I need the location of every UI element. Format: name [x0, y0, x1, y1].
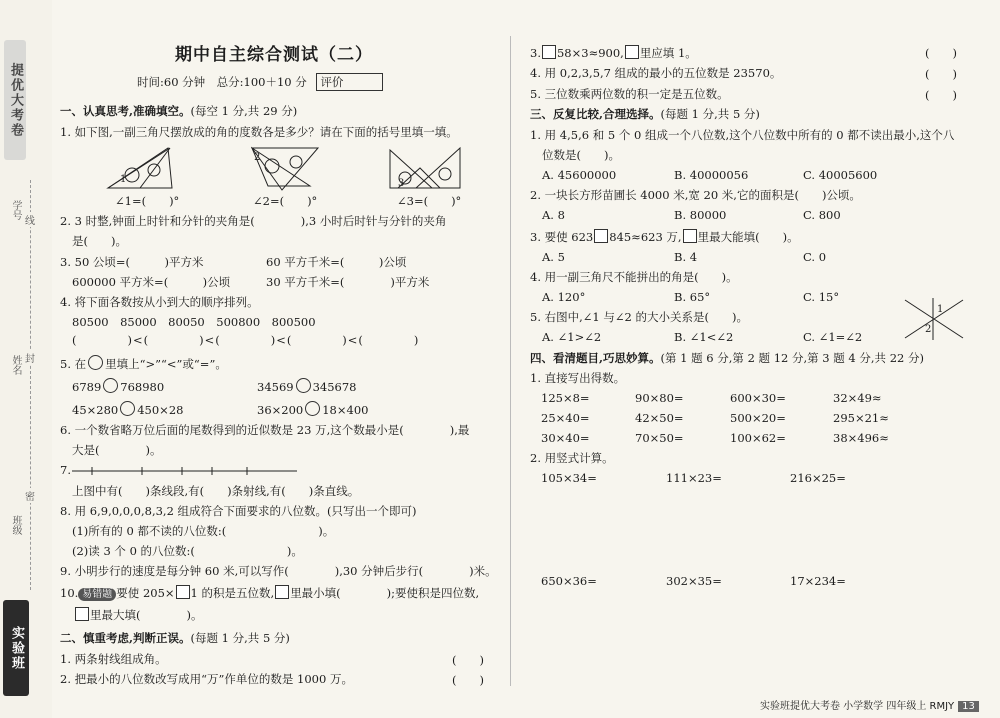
compare-circle[interactable] — [103, 378, 118, 393]
q3-2-text[interactable]: 2. 一块长方形苗圃长 4000 米,宽 20 米,它的面积是( )公顷。 — [530, 188, 861, 202]
section3-title: 三、反复比较,合理选择。 — [530, 107, 661, 121]
q3-2-option-b[interactable]: B. 80000 — [674, 208, 727, 222]
q2-3-answer[interactable]: ( ) — [925, 46, 957, 60]
class-label: 班级 — [10, 515, 21, 535]
q1-4-text: 4. 将下面各数按从小到大的顺序排列。 — [60, 295, 259, 309]
q1-10-part-a: 要使 205× — [116, 586, 175, 600]
q3-5-option-c[interactable]: C. ∠1=∠2 — [803, 330, 863, 344]
vertical-calc-item[interactable]: 650×36= — [541, 574, 597, 588]
set-square-figures — [60, 140, 500, 195]
svg-text:2: 2 — [925, 324, 932, 335]
q2-2-text: 2. 把最小的八位数改写成用“万”作单位的数是 1000 万。 — [60, 672, 353, 686]
q2-3-text — [530, 45, 697, 61]
square-blank[interactable] — [542, 45, 556, 59]
section4-title: 四、看清题目,巧思妙算。 — [530, 351, 661, 365]
figure-angle-1 — [108, 148, 172, 188]
q1-5-b-left: 34569 — [257, 380, 294, 394]
q1-5-pre: 5. 在 — [60, 357, 87, 371]
q3-4-option-b[interactable]: B. 65° — [674, 290, 711, 304]
q3-1-line2[interactable]: 位数是( )。 — [542, 148, 620, 162]
intersecting-lines-figure — [903, 298, 965, 340]
q3-3-part-c[interactable]: 里最大能填( )。 — [697, 230, 799, 244]
error-prone-tag: 易错题 — [78, 588, 116, 601]
q2-3-expr: 58×3≈900, — [556, 46, 624, 60]
q3-4-text[interactable]: 4. 用一副三角尺不能拼出的角是( )。 — [530, 270, 738, 284]
q2-2-answer[interactable]: ( ) — [452, 673, 484, 687]
q2-5-text: 5. 三位数乘两位数的积一定是五位数。 — [530, 87, 729, 101]
q1-9-text[interactable]: 9. 小明步行的速度是每分钟 60 米,可以写作( ),30 分钟后步行( )米。 — [60, 564, 497, 578]
mental-calc-item[interactable]: 42×50= — [635, 411, 684, 425]
binding-strip — [0, 0, 52, 718]
compare-circle[interactable] — [296, 378, 311, 393]
q1-10-part-c[interactable]: 里最小填( );要使积是四位数, — [290, 586, 480, 600]
line-segment-figure — [72, 462, 297, 478]
q1-10-part-d[interactable]: 里最大填( )。 — [90, 608, 203, 622]
q1-6-line1[interactable]: 6. 一个数省略万位后面的尾数得到的近似数是 23 万,这个数最小是( ),最 — [60, 423, 470, 437]
mental-calc-item[interactable]: 90×80= — [635, 391, 684, 405]
mental-calc-item[interactable]: 600×30= — [730, 391, 786, 405]
q1-2-line2[interactable]: 是( )。 — [72, 234, 127, 248]
q3-5-text[interactable]: 5. 右图中,∠1 与∠2 的大小关系是( )。 — [530, 310, 748, 324]
q1-2-line1[interactable]: 2. 3 时整,钟面上时针和分针的夹角是( ),3 小时后时针与分针的夹角 — [60, 214, 447, 228]
q2-4-text: 4. 用 0,2,3,5,7 组成的最小的五位数是 23570。 — [530, 66, 782, 80]
compare-circle[interactable] — [305, 401, 320, 416]
evaluation-box[interactable] — [316, 73, 383, 91]
q1-1-answer-a[interactable]: ∠1=( )° — [115, 194, 180, 208]
q3-1-line1: 1. 用 4,5,6 和 5 个 0 组成一个八位数,这个八位数中所有的 0 都不读出最小,这个八 — [530, 128, 955, 142]
cut-line — [30, 180, 31, 590]
q3-5-option-a[interactable]: A. ∠1>∠2 — [542, 330, 602, 344]
q1-5-d — [257, 401, 368, 418]
q1-7-number: 7. — [60, 463, 71, 477]
section2-title: 二、慎重考虑,判断正误。 — [60, 631, 191, 645]
q3-4-option-a[interactable]: A. 120° — [542, 290, 586, 304]
q1-4-blanks[interactable]: ( )<( )<( )<( )<( ) — [72, 333, 420, 347]
square-blank-icon — [683, 229, 697, 243]
mental-calc-item[interactable]: 30×40= — [541, 431, 590, 445]
q1-10-line2 — [74, 607, 202, 623]
column-divider — [510, 36, 511, 686]
mental-calc-item[interactable]: 100×62= — [730, 431, 786, 445]
q3-3-text — [530, 229, 799, 245]
q3-4-option-c[interactable]: C. 15° — [803, 290, 840, 304]
evaluation-blank[interactable] — [343, 75, 379, 88]
section1-heading — [60, 104, 297, 119]
q1-5-a-left: 6789 — [72, 380, 102, 394]
class-badge: 实验班 — [3, 600, 29, 696]
page-number: 13 — [958, 701, 979, 712]
q2-3-tail: 里应填 1。 — [639, 46, 697, 60]
q1-10-line1 — [60, 585, 479, 601]
page-title: 期中自主综合测试（二） — [175, 45, 373, 65]
q1-8-text: 8. 用 6,9,0,0,0,8,3,2 组成符合下面要求的八位数。(只写出一个即可) — [60, 504, 417, 518]
q2-4-answer[interactable]: ( ) — [925, 67, 957, 81]
square-blank-icon — [75, 607, 89, 621]
mental-calc-item[interactable]: 295×21≈ — [833, 411, 889, 425]
evaluation-label: 评价 — [320, 75, 344, 89]
mental-calc-item[interactable]: 70×50= — [635, 431, 684, 445]
mental-calc-item[interactable]: 32×49≈ — [833, 391, 882, 405]
mental-calc-item[interactable]: 125×8= — [541, 391, 590, 405]
section2-heading — [60, 631, 290, 646]
footer-text: 实验班提优大考卷 小学数学 四年级上 RMJY — [760, 701, 955, 712]
q3-3-part-a: 3. 要使 623 — [530, 230, 594, 244]
q1-1-answer-c[interactable]: ∠3=( )° — [397, 194, 462, 208]
q3-3-option-a[interactable]: A. 5 — [542, 250, 565, 264]
q1-10-number: 10. — [60, 586, 79, 600]
section1-title: 一、认真思考,准确填空。 — [60, 104, 191, 118]
q4-1-text: 1. 直接写出得数。 — [530, 371, 626, 385]
q1-3-a[interactable]: 3. 50 公顷=( )平方米 — [60, 255, 204, 269]
cut-mark-seal: 封 — [25, 350, 35, 365]
q3-1-option-a[interactable]: A. 45600000 — [542, 168, 617, 182]
svg-text:1: 1 — [937, 304, 944, 315]
mental-calc-item[interactable]: 500×20= — [730, 411, 786, 425]
q1-5-c — [72, 401, 183, 418]
q3-1-option-c[interactable]: C. 40005600 — [803, 168, 878, 182]
q1-8-2[interactable]: (2)读 3 个 0 的八位数:( )。 — [72, 544, 303, 558]
compare-circle[interactable] — [120, 401, 135, 416]
q1-5-text — [60, 355, 227, 372]
section2-note: (每题 1 分,共 5 分) — [190, 631, 290, 645]
q1-5-b — [257, 378, 357, 395]
student-id-label: 学号 — [10, 200, 21, 220]
q1-7-text[interactable]: 上图中有( )条线段,有( )条射线,有( )条直线。 — [72, 484, 360, 498]
figure-angle-2 — [252, 148, 318, 190]
time-score-info: 时间:60 分钟 总分:100＋10 分 — [137, 75, 307, 89]
q2-3-number: 3. — [530, 46, 541, 60]
circle-blank-icon — [88, 355, 103, 370]
section4-heading — [530, 351, 924, 366]
q4-2-text: 2. 用竖式计算。 — [530, 451, 614, 465]
q1-5-d-left: 36×200 — [257, 403, 304, 417]
figure-angle-3 — [390, 148, 460, 189]
page-footer — [760, 697, 979, 712]
vertical-calc-item[interactable]: 302×35= — [666, 574, 722, 588]
brand-label: 提优大考卷 — [4, 40, 26, 160]
mental-calc-item[interactable]: 38×496≈ — [833, 431, 889, 445]
q1-3-d[interactable]: 30 平方千米=( )平方米 — [266, 275, 430, 289]
q3-3-part-b: 845≈623 万, — [609, 230, 682, 244]
q2-1-answer[interactable]: ( ) — [452, 653, 484, 667]
q3-3-option-b[interactable]: B. 4 — [674, 250, 698, 264]
name-label: 姓名 — [10, 355, 21, 375]
mental-calc-item[interactable]: 25×40= — [541, 411, 590, 425]
q1-4-numbers: 80500 85000 80050 500800 800500 — [72, 315, 316, 329]
square-blank-icon — [625, 45, 639, 59]
cut-mark-line: 线 — [25, 212, 35, 227]
svg-text:1: 1 — [120, 174, 127, 185]
q1-10-part-b: 1 的积是五位数, — [190, 586, 275, 600]
q1-5-c-left: 45×280 — [72, 403, 119, 417]
q1-1-text: 1. 如下图,一副三角尺摆放成的角的度数各是多少？请在下面的括号里填一填。 — [60, 125, 458, 139]
q1-3-c[interactable]: 600000 平方米=( )公顷 — [72, 275, 231, 289]
svg-text:3: 3 — [398, 178, 405, 189]
q1-6-line2[interactable]: 大是( )。 — [72, 443, 162, 457]
vertical-calc-item[interactable]: 111×23= — [666, 471, 722, 485]
square-blank[interactable] — [594, 229, 608, 243]
q1-5-a-right: 768980 — [120, 380, 165, 394]
vertical-calc-item[interactable]: 216×25= — [790, 471, 846, 485]
q1-8-1[interactable]: (1)所有的 0 都不读的八位数:( )。 — [72, 524, 335, 538]
section3-heading — [530, 107, 760, 122]
vertical-calc-item[interactable]: 105×34= — [541, 471, 597, 485]
q1-5-post: 里填上“>”“<”或“=”。 — [105, 357, 227, 371]
q1-5-c-right: 450×28 — [137, 403, 184, 417]
vertical-calc-item[interactable]: 17×234= — [790, 574, 846, 588]
svg-text:2: 2 — [254, 152, 261, 163]
section3-note: (每题 1 分,共 5 分) — [660, 107, 760, 121]
q1-5-d-right: 18×400 — [322, 403, 369, 417]
square-blank[interactable] — [176, 585, 190, 599]
q2-5-answer[interactable]: ( ) — [925, 88, 957, 102]
square-blank-icon — [275, 585, 289, 599]
q3-1-option-b[interactable]: B. 40000056 — [674, 168, 749, 182]
section4-note: (第 1 题 6 分,第 2 题 12 分,第 3 题 4 分,共 22 分) — [660, 351, 924, 365]
q3-5-option-b[interactable]: B. ∠1<∠2 — [674, 330, 734, 344]
q3-2-option-a[interactable]: A. 8 — [542, 208, 565, 222]
q1-1-answer-b[interactable]: ∠2=( )° — [253, 194, 318, 208]
cut-mark-secret: 密 — [25, 488, 35, 503]
q1-5-b-right: 345678 — [312, 380, 357, 394]
q2-1-text: 1. 两条射线组成角。 — [60, 652, 167, 666]
q3-2-option-c[interactable]: C. 800 — [803, 208, 841, 222]
q1-3-b[interactable]: 60 平方千米=( )公顷 — [266, 255, 407, 269]
q3-3-option-c[interactable]: C. 0 — [803, 250, 827, 264]
exam-meta — [137, 73, 383, 91]
q1-5-a — [72, 378, 164, 395]
section1-note: (每空 1 分,共 29 分) — [190, 104, 298, 118]
